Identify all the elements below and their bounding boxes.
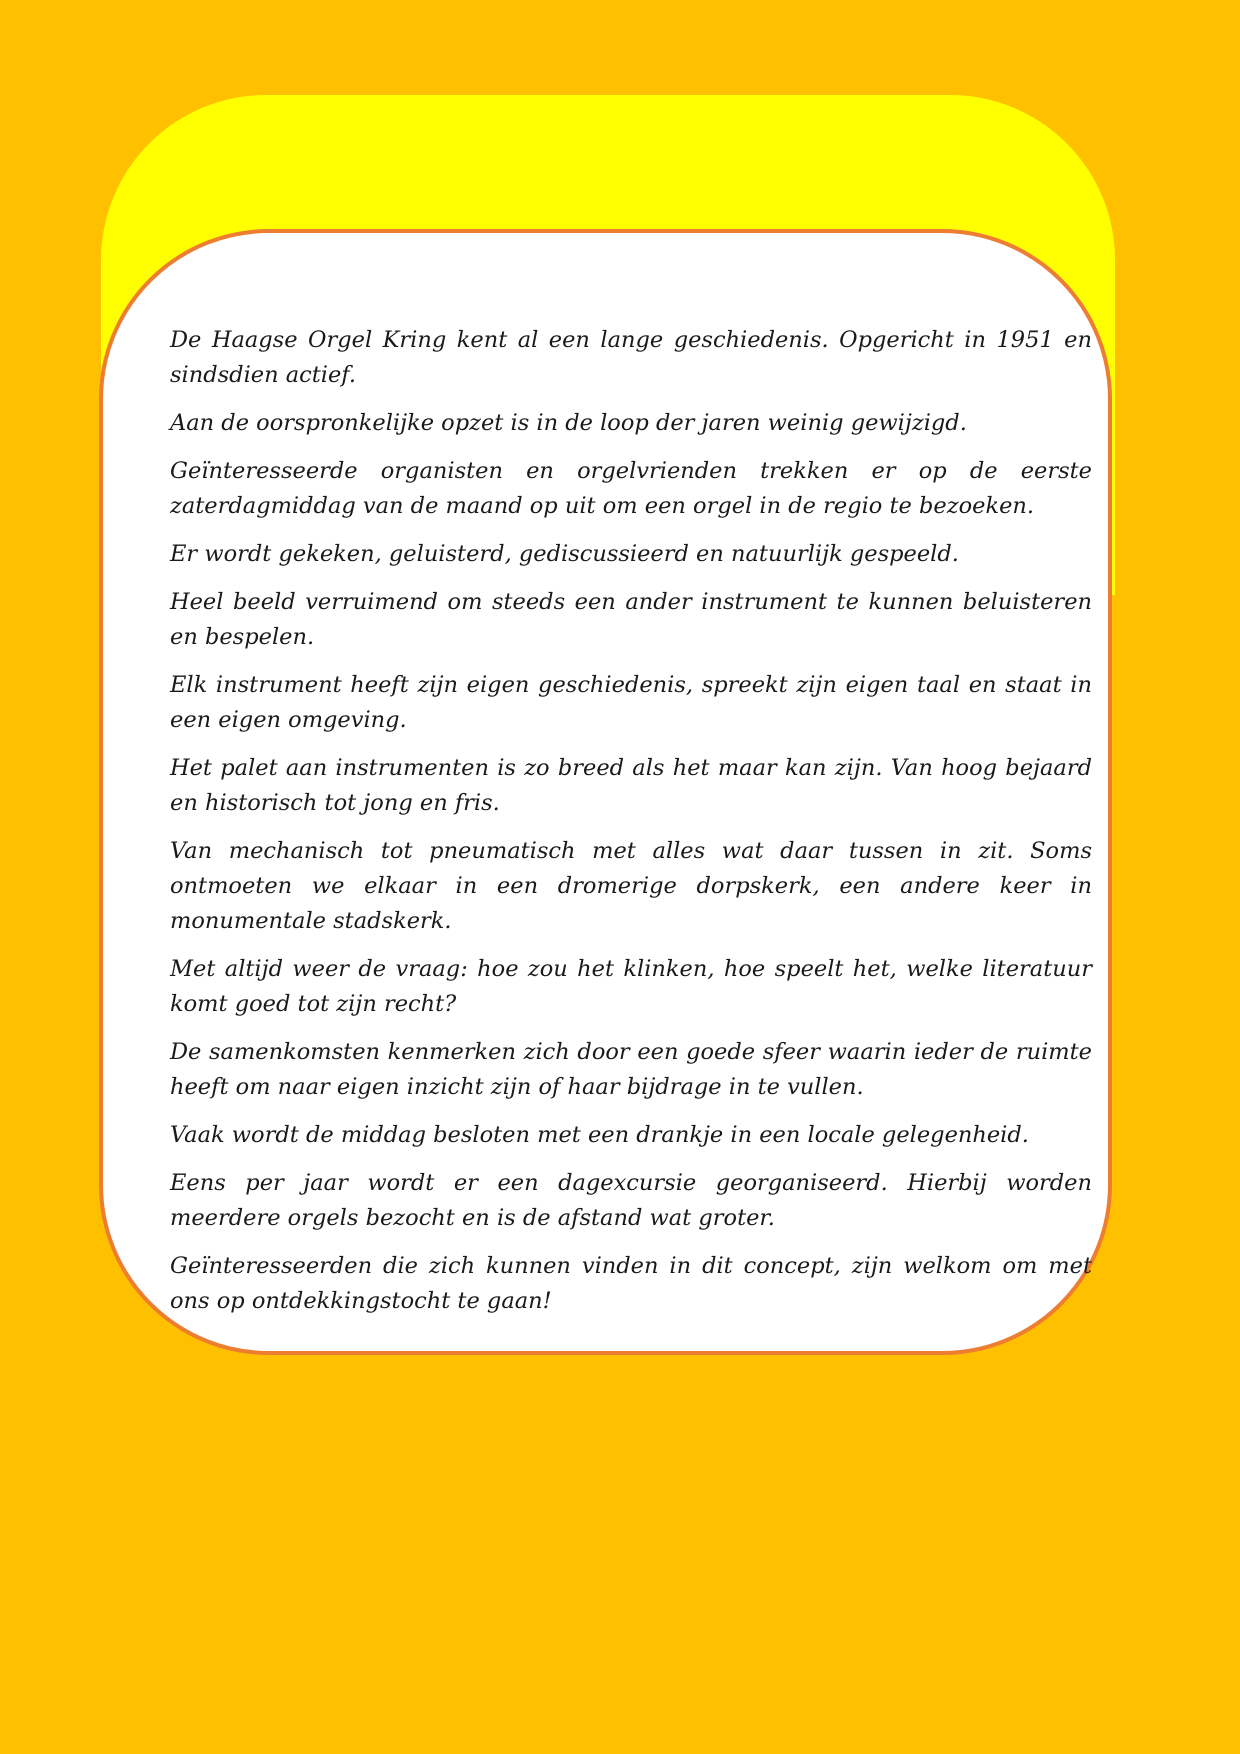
- paragraph-history: De Haagse Orgel Kring kent al een lange geschiedenis. Opgericht in 1951 en sindsdien actief.: [170, 327, 1092, 388]
- paragraph-mechanical-pneumatic: Van mechanisch tot pneumatisch met alles wat daar tussen in zit. Soms ontmoeten we elkaar in een dromerige dorpskerk, een andere keer in monumentale stadskerk.: [170, 838, 1092, 934]
- text-body: [170, 323, 1092, 1332]
- paragraph-monthly-visits: Geïnteresseerde organisten en orgelvrienden trekken er op de eerste zaterdagmiddag van de maand op uit om een orgel in de regio te bezoeken.: [170, 458, 1092, 519]
- paragraph-day-excursion: Eens per jaar wordt er een dagexcursie georganiseerd. Hierbij worden meerdere orgels bezocht en is de afstand wat groter.: [170, 1170, 1092, 1231]
- text-card: [99, 229, 1112, 1355]
- paragraph-activities: Er wordt gekeken, geluisterd, gediscussieerd en natuurlijk gespeeld.: [170, 541, 959, 567]
- paragraph-drinks: Vaak wordt de middag besloten met een drankje in een locale gelegenheid.: [170, 1122, 1029, 1148]
- paragraph-welcome: Geïnteresseerden die zich kunnen vinden in dit concept, zijn welkom om met ons op ontdekkingstocht te gaan!: [170, 1253, 1092, 1314]
- paragraph-setup: Aan de oorspronkelijke opzet is in de loop der jaren weinig gewijzigd.: [170, 410, 967, 436]
- paragraph-instrument-history: Elk instrument heeft zijn eigen geschiedenis, spreekt zijn eigen taal en staat in een eigen omgeving.: [170, 672, 1092, 733]
- paragraph-question: Met altijd weer de vraag: hoe zou het klinken, hoe speelt het, welke literatuur komt goed tot zijn recht?: [170, 956, 1092, 1017]
- paragraph-broadening: Heel beeld verruimend om steeds een ander instrument te kunnen beluisteren en bespelen.: [170, 589, 1092, 650]
- paragraph-palette: Het palet aan instrumenten is zo breed als het maar kan zijn. Van hoog bejaard en historisch tot jong en fris.: [170, 755, 1092, 816]
- paragraph-atmosphere: De samenkomsten kenmerken zich door een goede sfeer waarin ieder de ruimte heeft om naar eigen inzicht zijn of haar bijdrage in te vullen.: [170, 1039, 1092, 1100]
